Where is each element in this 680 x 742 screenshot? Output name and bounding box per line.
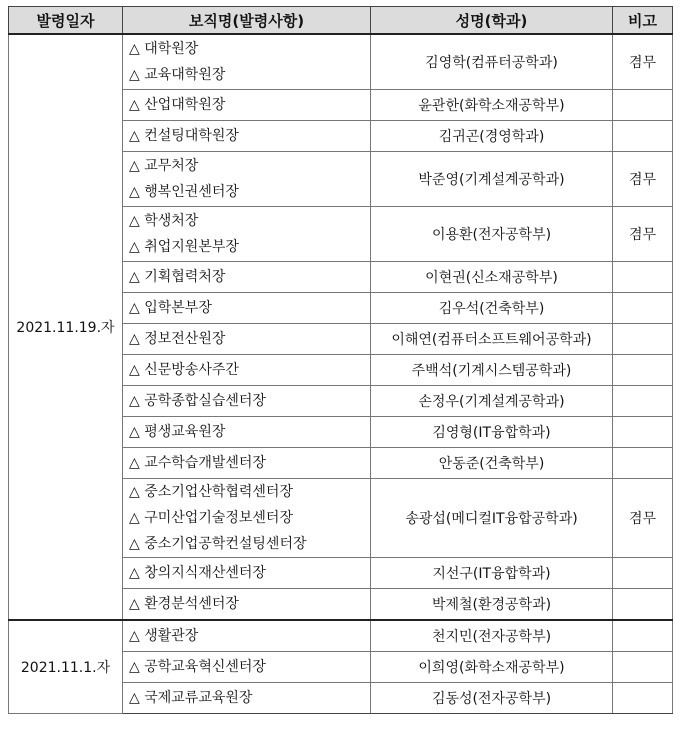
position-title: △ 공학교육혁신센터장	[129, 659, 266, 675]
note-cell	[613, 417, 673, 448]
position-cell	[123, 262, 371, 293]
position-cell	[123, 589, 371, 621]
position-title: △ 구미산업기술정보센터장	[129, 510, 293, 526]
position-title: △ 교수학습개발센터장	[129, 455, 266, 471]
person-name-cell: 지선구(IT융합학과)	[371, 558, 613, 589]
note-cell	[613, 293, 673, 324]
appointment-date-cell: 2021.11.19.자	[9, 34, 123, 620]
note-cell: 겸무	[613, 207, 673, 262]
position-title: △ 교육대학원장	[129, 67, 226, 83]
person-name-cell: 안동준(건축학부)	[371, 448, 613, 479]
position-title: △ 입학본부장	[129, 300, 212, 316]
position-title: △ 창의지식재산센터장	[129, 565, 266, 581]
position-cell	[123, 293, 371, 324]
person-name-cell: 김영학(컴퓨터공학과)	[371, 34, 613, 90]
person-name-cell: 이희영(화학소재공학부)	[371, 652, 613, 683]
position-title: △ 중소기업산학협력센터장	[129, 484, 293, 500]
position-cell	[123, 355, 371, 386]
header-position: 보직명(발령사항)	[123, 7, 371, 35]
person-name-cell: 김우석(건축학부)	[371, 293, 613, 324]
note-cell	[613, 90, 673, 121]
person-name-cell: 송광섭(메디컬IT융합공학과)	[371, 479, 613, 558]
person-name-cell: 이해연(컴퓨터소프트웨어공학과)	[371, 324, 613, 355]
person-name-cell: 이용환(전자공학부)	[371, 207, 613, 262]
person-name-cell: 윤관한(화학소재공학부)	[371, 90, 613, 121]
position-title: △ 정보전산원장	[129, 331, 226, 347]
header-date: 발령일자	[9, 7, 123, 35]
note-cell	[613, 558, 673, 589]
position-title: △ 국제교류교육원장	[129, 690, 253, 706]
position-cell	[123, 121, 371, 152]
position-title: △ 컨설팅대학원장	[129, 128, 239, 144]
table-header-row	[9, 7, 673, 35]
person-name-cell: 손정우(기계설계공학과)	[371, 386, 613, 417]
position-cell	[123, 34, 371, 90]
note-cell	[613, 683, 673, 714]
appointment-table	[8, 6, 673, 714]
table-row	[9, 620, 673, 652]
position-cell	[123, 652, 371, 683]
position-title: △ 중소기업공학컨설팅센터장	[129, 536, 307, 552]
person-name-cell: 김동성(전자공학부)	[371, 683, 613, 714]
position-title: △ 교무처장	[129, 158, 199, 174]
position-title: △ 공학종합실습센터장	[129, 393, 266, 409]
header-name: 성명(학과)	[371, 7, 613, 35]
position-title: △ 산업대학원장	[129, 97, 226, 113]
appointment-table-container	[8, 6, 672, 714]
position-cell	[123, 417, 371, 448]
note-cell	[613, 448, 673, 479]
note-cell	[613, 589, 673, 621]
table-row	[9, 34, 673, 90]
note-cell	[613, 386, 673, 417]
person-name-cell: 김귀곤(경영학과)	[371, 121, 613, 152]
position-title: △ 기획협력처장	[129, 269, 226, 285]
position-title: △ 학생처장	[129, 213, 199, 229]
person-name-cell: 천지민(전자공학부)	[371, 620, 613, 652]
position-cell	[123, 448, 371, 479]
position-title: △ 대학원장	[129, 41, 199, 57]
note-cell	[613, 121, 673, 152]
person-name-cell: 김영형(IT융합학과)	[371, 417, 613, 448]
position-cell	[123, 683, 371, 714]
position-cell	[123, 386, 371, 417]
person-name-cell: 주백석(기계시스템공학과)	[371, 355, 613, 386]
note-cell	[613, 652, 673, 683]
position-cell	[123, 152, 371, 207]
position-cell	[123, 90, 371, 121]
position-title: △ 취업지원본부장	[129, 239, 239, 255]
person-name-cell: 박제철(환경공학과)	[371, 589, 613, 621]
position-title: △ 생활관장	[129, 628, 199, 644]
note-cell: 겸무	[613, 479, 673, 558]
note-cell	[613, 262, 673, 293]
note-cell: 겸무	[613, 34, 673, 90]
person-name-cell: 이현권(신소재공학부)	[371, 262, 613, 293]
note-cell	[613, 620, 673, 652]
appointment-date-cell: 2021.11.1.자	[9, 620, 123, 714]
table-body	[9, 34, 673, 714]
position-cell	[123, 479, 371, 558]
position-cell	[123, 207, 371, 262]
header-note: 비고	[613, 7, 673, 35]
note-cell	[613, 355, 673, 386]
position-title: △ 평생교육원장	[129, 424, 226, 440]
position-title: △ 행복인권센터장	[129, 184, 239, 200]
note-cell: 겸무	[613, 152, 673, 207]
position-title: △ 신문방송사주간	[129, 362, 239, 378]
position-cell	[123, 324, 371, 355]
note-cell	[613, 324, 673, 355]
position-title: △ 환경분석센터장	[129, 596, 239, 612]
position-cell	[123, 558, 371, 589]
position-cell	[123, 620, 371, 652]
person-name-cell: 박준영(기계설계공학과)	[371, 152, 613, 207]
